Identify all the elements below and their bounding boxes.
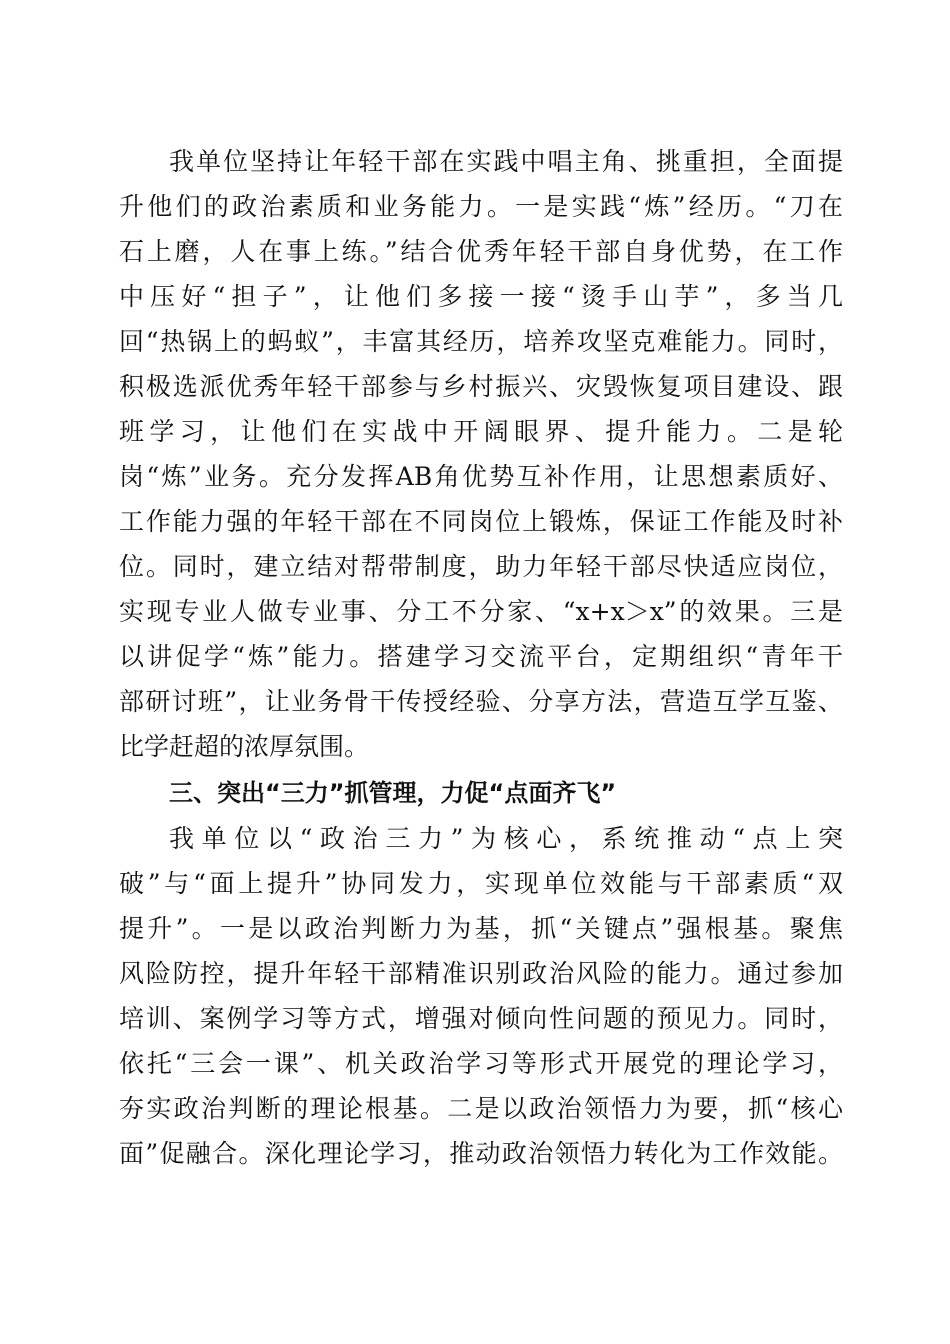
text-line: 实现专业人做专业事、分工不分家、“x+x＞x”的效果。三是 (119, 597, 843, 626)
text-line: 提升”。一是以政治判断力为基，抓“关键点”强根基。聚焦 (119, 914, 843, 943)
section-heading: 三、突出“三力”抓管理，力促“点面齐飞” (169, 779, 617, 807)
text-line: 工作能力强的年轻干部在不同岗位上锻炼，保证工作能及时补 (119, 507, 843, 536)
text-line: 位。同时，建立结对帮带制度，助力年轻干部尽快适应岗位， (119, 552, 843, 581)
text-line: 积极选派优秀年轻干部参与乡村振兴、灾毁恢复项目建设、跟 (119, 372, 843, 401)
text-line: 我单位坚持让年轻干部在实践中唱主角、挑重担，全面提 (169, 147, 843, 176)
text-line: 破”与“面上提升”协同发力，实现单位效能与干部素质“双 (119, 869, 843, 898)
text-line: 回“热锅上的蚂蚁”，丰富其经历，培养攻坚克难能力。同时， (119, 327, 843, 356)
text-line: 部研讨班”，让业务骨干传授经验、分享方法，营造互学互鉴、 (119, 687, 843, 716)
text-line: 以讲促学“炼”能力。搭建学习交流平台，定期组织“青年干 (119, 642, 843, 671)
text-line: 面”促融合。深化理论学习，推动政治领悟力转化为工作效能。 (119, 1139, 843, 1168)
text-line: 风险防控，提升年轻干部精准识别政治风险的能力。通过参加 (119, 959, 843, 988)
text-line: 岗“炼”业务。充分发挥AB角优势互补作用，让思想素质好、 (119, 462, 843, 491)
text-line: 依托“三会一课”、机关政治学习等形式开展党的理论学习， (119, 1049, 843, 1078)
text-line: 我单位以“政治三力”为核心，系统推动“点上突 (169, 824, 843, 853)
text-line: 培训、案例学习等方式，增强对倾向性问题的预见力。同时， (119, 1004, 843, 1033)
text-line: 升他们的政治素质和业务能力。一是实践“炼”经历。“刀在 (119, 192, 843, 221)
text-line: 夯实政治判断的理论根基。二是以政治领悟力为要，抓“核心 (119, 1094, 843, 1123)
text-line: 比学赶超的浓厚氛围。 (119, 732, 370, 761)
text-line: 中压好“担子”，让他们多接一接“烫手山芋”，多当几 (119, 282, 843, 311)
text-line: 班学习，让他们在实战中开阔眼界、提升能力。二是轮 (119, 417, 843, 446)
text-line: 石上磨，人在事上练。”结合优秀年轻干部自身优势，在工作 (119, 237, 843, 266)
